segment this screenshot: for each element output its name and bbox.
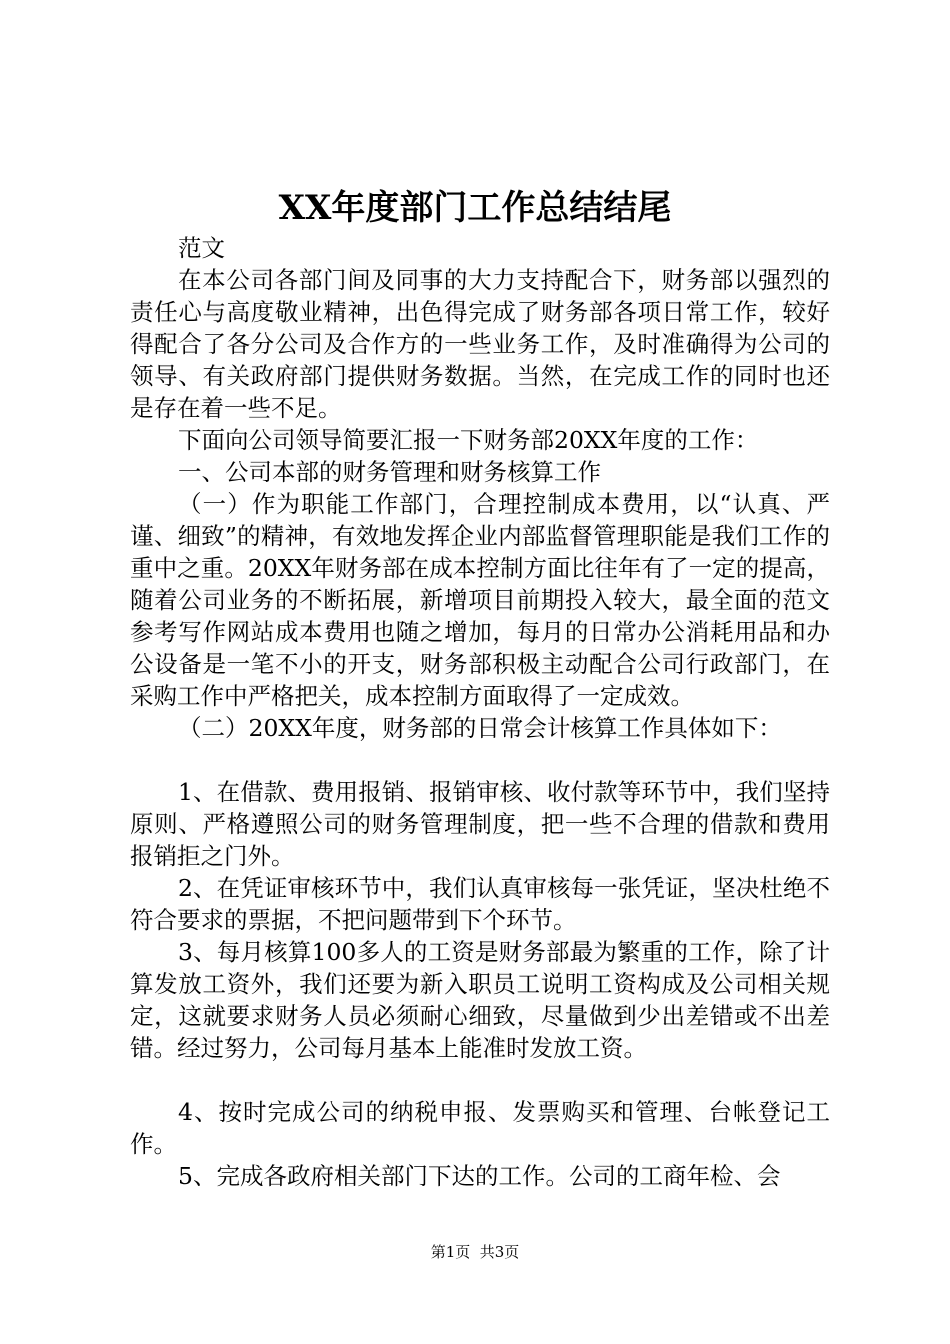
list-item-3: 3、每月核算100多人的工资是财务部最为繁重的工作，除了计算发放工资外，我们还要为新入职员工说明工资构成及公司相关规定，这就要求财务人员必须耐心细致，尽量做到少出差错或不出差错。经过努力，公司每月基本上能准时发放工资。 xyxy=(130,938,830,1062)
document-title: XX年度部门工作总结结尾 xyxy=(278,188,672,228)
list-item-5: 5、完成各政府相关部门下达的工作。公司的工商年检、会 xyxy=(178,1162,781,1190)
paragraph-intro: 在本公司各部门间及同事的大力支持配合下，财务部以强烈的责任心与高度敬业精神，出色得完成了财务部各项日常工作，较好得配合了各分公司及合作方的一些业务工作，及时准确得为公司的领导、有关政府部门提供财务数据。当然，在完成工作的同时也还是存在着一些不足。 xyxy=(130,266,830,422)
list-item-1: 1、在借款、费用报销、报销审核、收付款等环节中，我们坚持原则、严格遵照公司的财务管理制度，把一些不合理的借款和费用报销拒之门外。 xyxy=(130,778,830,870)
list-item-2: 2、在凭证审核环节中，我们认真审核每一张凭证，坚决杜绝不符合要求的票据，不把问题带到下个环节。 xyxy=(130,874,830,934)
page-footer: 第1页 共3页 xyxy=(430,1243,520,1261)
paragraph-report-lead: 下面向公司领导简要汇报一下财务部20XX年度的工作： xyxy=(178,426,759,454)
list-item-4: 4、按时完成公司的纳税申报、发票购买和管理、台帐登记工作。 xyxy=(130,1098,830,1158)
paragraph-label: 范文 xyxy=(178,234,225,262)
document-body xyxy=(130,232,830,1192)
blank-line xyxy=(130,744,830,776)
paragraph-cost-control: （一）作为职能工作部门，合理控制成本费用，以“认真、严谨、细致”的精神，有效地发挥企业内部监督管理职能是我们工作的重中之重。20XX年财务部在成本控制方面比往年有了一定的提高，随着公司业务的不断拓展，新增项目前期投入较大，最全面的范文参考写作网站成本费用也随之增加，每月的日常办公消耗用品和办公设备是一笔不小的开支，财务部积极主动配合公司行政部门，在采购工作中严格把关，成本控制方面取得了一定成效。 xyxy=(130,490,830,710)
paragraph-accounting-lead: （二）20XX年度，财务部的日常会计核算工作具体如下： xyxy=(178,714,782,742)
section-heading-1: 一、公司本部的财务管理和财务核算工作 xyxy=(178,458,601,486)
blank-line xyxy=(130,1064,830,1096)
